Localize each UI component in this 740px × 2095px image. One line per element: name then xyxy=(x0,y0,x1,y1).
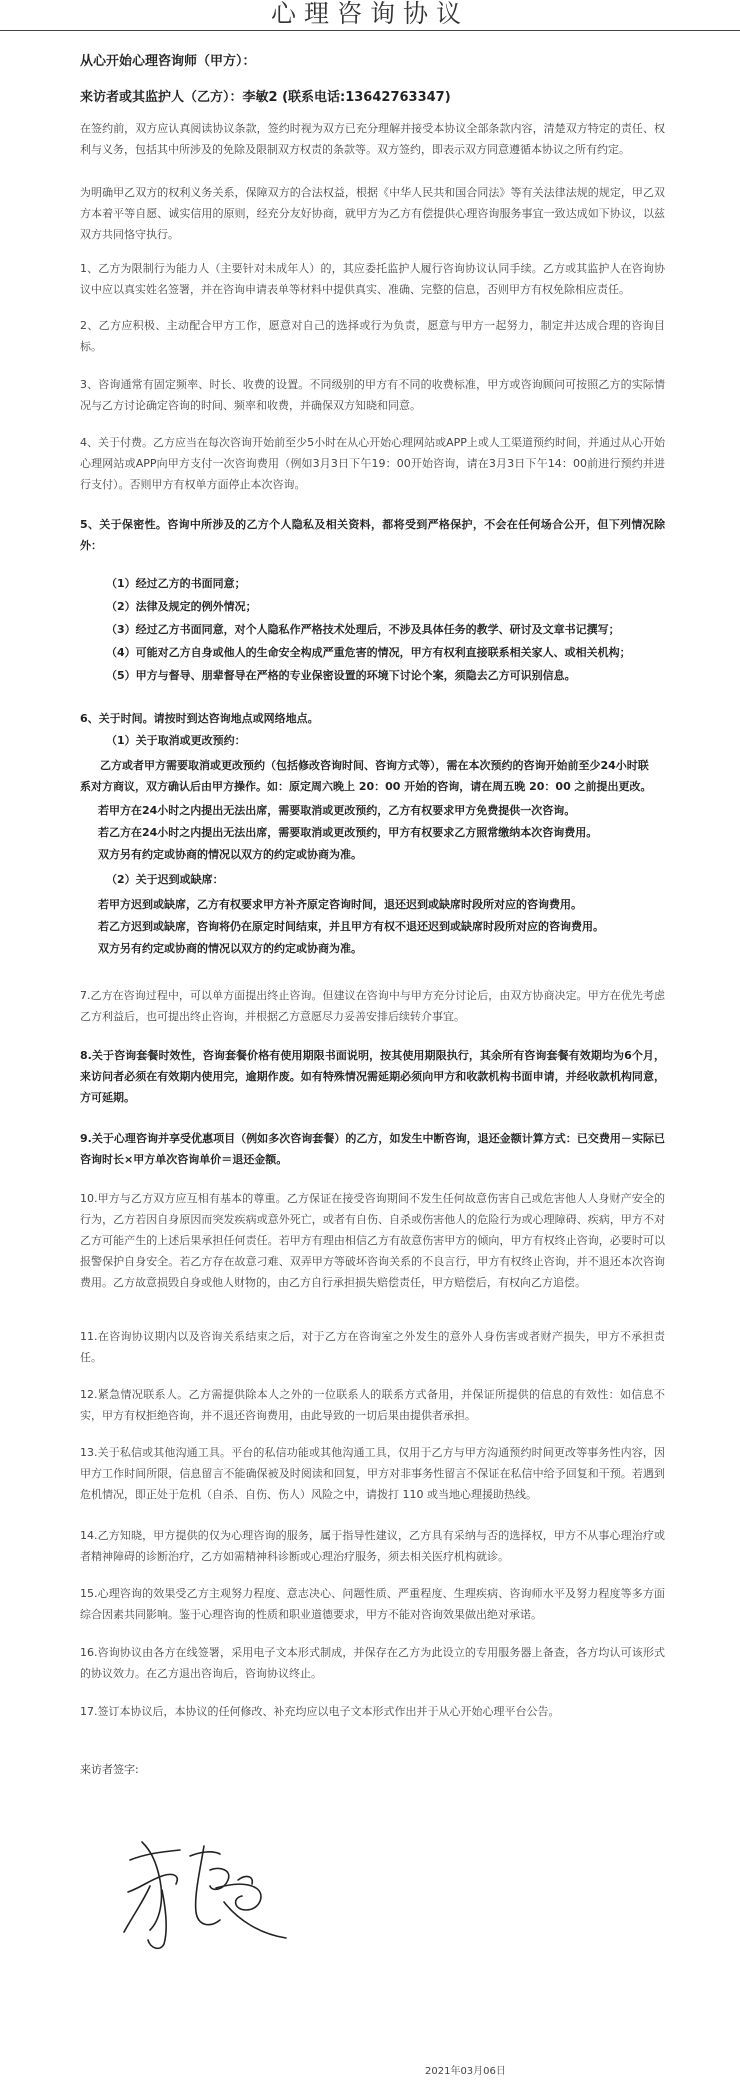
clause-6 xyxy=(80,708,665,729)
list-item: （4）可能对乙方自身或他人的生命安全构成严重危害的情况，甲方有权利直接联系相关家人、或相关机构； xyxy=(106,646,631,659)
section-heading: （2）关于迟到或缺席： xyxy=(106,873,224,886)
list-item: 乙方或者甲方需要取消或更改预约（包括修改咨询时间、咨询方式等），需在本次预约的咨询开始前至少24小时联 xyxy=(100,759,649,772)
clause-8: 8.关于咨询套餐时效性，咨询套餐价格有使用期限书面说明，按其使用期限执行，其余所有咨询套餐有效期均为6个月，来访问者必须在有效期内使用完，逾期作废。如有特殊情况需延期必须向甲方和收款机构书面申请，并经收款机构同意，方可延期。 xyxy=(80,1049,665,1104)
clause-3: 3、咨询通常有固定频率、时长、收费的设置。不同级别的甲方有不同的收费标准，甲方或咨询顾问可按照乙方的实际情况与乙方讨论确定咨询的时间、频率和收费，并确保双方知晓和同意。 xyxy=(80,378,665,412)
party-b-label: 来访者或其监护人（乙方）：李敏2 (联系电话:13642763347) xyxy=(80,90,451,105)
clause-16: 16.咨询协议由各方在线签署，采用电子文本形式制成，并保存在乙方为此设立的专用服务器上备查，各方均认可该形式的协议效力。在乙方退出咨询后，咨询协议终止。 xyxy=(80,1646,665,1680)
title-divider xyxy=(0,30,740,31)
signature-date: 2021年03月06日 xyxy=(425,2066,506,2077)
list-item: 若乙方迟到或缺席，咨询将仍在原定时间结束，并且甲方有权不退还迟到或缺席时段所对应的咨询费用。 xyxy=(98,920,604,933)
clause-15: 15.心理咨询的效果受乙方主观努力程度、意志决心、问题性质、严重程度、生理疾病、咨询师水平及努力程度等多方面综合因素共同影响。鉴于心理咨询的性质和职业道德要求，甲方不能对咨询效果做出绝对承诺。 xyxy=(80,1587,665,1621)
clause-11: 11.在咨询协议期内以及咨询关系结束之后，对于乙方在咨询室之外发生的意外人身伤害或者财产损失，甲方不承担责任。 xyxy=(80,1330,665,1364)
list-item: 若甲方迟到或缺席，乙方有权要求甲方补齐原定咨询时间，退还迟到或缺席时段所对应的咨询费用。 xyxy=(98,898,582,911)
clause-2: 2、乙方应积极、主动配合甲方工作，愿意对自己的选择或行为负责，愿意与甲方一起努力，制定并达成合理的咨询目标。 xyxy=(80,319,665,353)
party-a-label: 从心开始心理咨询师（甲方）： xyxy=(80,54,256,69)
clause-6-section-1 xyxy=(80,730,665,960)
list-item: （3）经过乙方书面同意，对个人隐私作严格技术处理后，不涉及具体任务的教学、研讨及文章书记撰写； xyxy=(106,623,620,636)
list-item: 系对方商议，双方确认后由甲方操作。如：原定周六晚上 20：00 开始的咨询，请在周五晚 20：00 之前提出更改。 xyxy=(80,780,652,793)
clause-14: 14.乙方知晓，甲方提供的仅为心理咨询的服务，属于指导性建议，乙方具有采纳与否的选择权，甲方不从事心理治疗或者精神障碍的诊断治疗，乙方如需精神科诊断或心理治疗服务，须去相关医疗机构就诊。 xyxy=(80,1529,665,1563)
list-item: 若乙方在24小时之内提出无法出席，需要取消或更改预约，甲方有权要求乙方照常缴纳本次咨询费用。 xyxy=(98,826,598,839)
list-item: 双方另有约定或协商的情况以双方的约定或协商为准。 xyxy=(98,942,362,955)
list-item: （1）经过乙方的书面同意； xyxy=(106,577,246,590)
clause-5: 5、关于保密性。咨询中所涉及的乙方个人隐私及相关资料，都将受到严格保护，不会在任何场合公开，但下列情况除外： xyxy=(80,518,665,552)
clause-6-heading: 6、关于时间。请按时到达咨询地点或网络地点。 xyxy=(80,712,319,725)
section-heading: （1）关于取消或更改预约： xyxy=(106,734,246,747)
clause-5-items xyxy=(80,573,665,688)
clause-17: 17.签订本协议后，本协议的任何修改、补充均应以电子文本形式作出并于从心开始心理平台公告。 xyxy=(80,1705,560,1718)
page-title: 心理咨询协议 xyxy=(270,0,469,28)
clause-7: 7.乙方在咨询过程中，可以单方面提出终止咨询。但建议在咨询中与甲方充分讨论后，由双方协商决定。甲方在优先考虑乙方利益后，也可提出终止咨询，并根据乙方意愿尽力妥善安排后续转介事宜。 xyxy=(80,989,665,1023)
visitor-signature-label: 来访者签字: xyxy=(80,1763,139,1776)
clause-1: 1、乙方为限制行为能力人（主要针对未成年人）的，其应委托监护人履行咨询协议认同手续。乙方或其监护人在咨询协议中应以真实姓名签署，并在咨询申请表单等材料中提供真实、准确、完整的信息，否则甲方有权免除相应责任。 xyxy=(80,262,665,296)
clause-4: 4、关于付费。乙方应当在每次咨询开始前至少5小时在从心开始心理网站或APP上或人工渠道预约时间，并通过从心开始心理网站或APP向甲方支付一次咨询费用（例如3月3日下午19：00开始咨询，请在3月3日下午14：00前进行预约并进行支付）。否则甲方有权单方面停止本次咨询。 xyxy=(80,436,665,491)
handwritten-signature xyxy=(120,1840,290,1950)
clause-9: 9.关于心理咨询并享受优惠项目（例如多次咨询套餐）的乙方，如发生中断咨询，退还金额计算方式：已交费用－实际已咨询时长×甲方单次咨询单价＝退还金额。 xyxy=(80,1132,665,1166)
list-item: 若甲方在24小时之内提出无法出席，需要取消或更改预约，乙方有权要求甲方免费提供一次咨询。 xyxy=(98,804,576,817)
list-item: 双方另有约定或协商的情况以双方的约定或协商为准。 xyxy=(98,848,362,861)
list-item: （2）法律及规定的例外情况； xyxy=(106,600,257,613)
clause-12: 12.紧急情况联系人。乙方需提供除本人之外的一位联系人的联系方式备用，并保证所提供的信息的有效性：如信息不实，甲方有权拒绝咨询，并不退还咨询费用，由此导致的一切后果由提供者承担。 xyxy=(80,1388,665,1422)
intro-paragraph-1: 在签约前，双方应认真阅读协议条款，签约时视为双方已充分理解并接受本协议全部条款内容，清楚双方特定的责任、权利与义务，包括其中所涉及的免除及限制双方权责的条款等。双方签约，即表示双方同意遵循本协议之所有约定。 xyxy=(80,122,665,156)
list-item: （5）甲方与督导、朋辈督导在严格的专业保密设置的环境下讨论个案，须隐去乙方可识别信息。 xyxy=(106,669,576,682)
clause-13: 13.关于私信或其他沟通工具。平台的私信功能或其他沟通工具，仅用于乙方与甲方沟通预约时间更改等事务性内容，因甲方工作时间所限，信息留言不能确保被及时阅读和回复，甲方对非事务性留言不保证在私信中给予回复和干预。若遇到危机情况，即正处于危机（自杀、自伤、伤人）风险之中，请拨打 110 或当地心理援助热线。 xyxy=(80,1446,665,1501)
intro-paragraph-2: 为明确甲乙双方的权利义务关系，保障双方的合法权益，根据《中华人民共和国合同法》等有关法律法规的规定，甲乙双方本着平等自愿、诚实信用的原则，经充分友好协商，就甲方为乙方有偿提供心理咨询服务事宜一致达成如下协议，以兹双方共同恪守执行。 xyxy=(80,186,665,241)
clause-10: 10.甲方与乙方双方应互相有基本的尊重。乙方保证在接受咨询期间不发生任何故意伤害自己或危害他人人身财产安全的行为，乙方若因自身原因而突发疾病或意外死亡，或者有自伤、自杀或伤害他人的危险行为或心理障碍、疾病，甲方不对乙方可能产生的上述后果承担任何责任。若甲方有理由相信乙方有故意伤害甲方的倾向，甲方有权终止咨询，必要时可以报警保护自身安全。若乙方存在故意刁难、双弄甲方等破坏咨询关系的不良言行，甲方有权终止咨询，并不退还本次咨询费用。乙方故意损毁自身或他人财物的，由乙方自行承担损失赔偿责任，甲方赔偿后，有权向乙方追偿。 xyxy=(80,1192,665,1289)
